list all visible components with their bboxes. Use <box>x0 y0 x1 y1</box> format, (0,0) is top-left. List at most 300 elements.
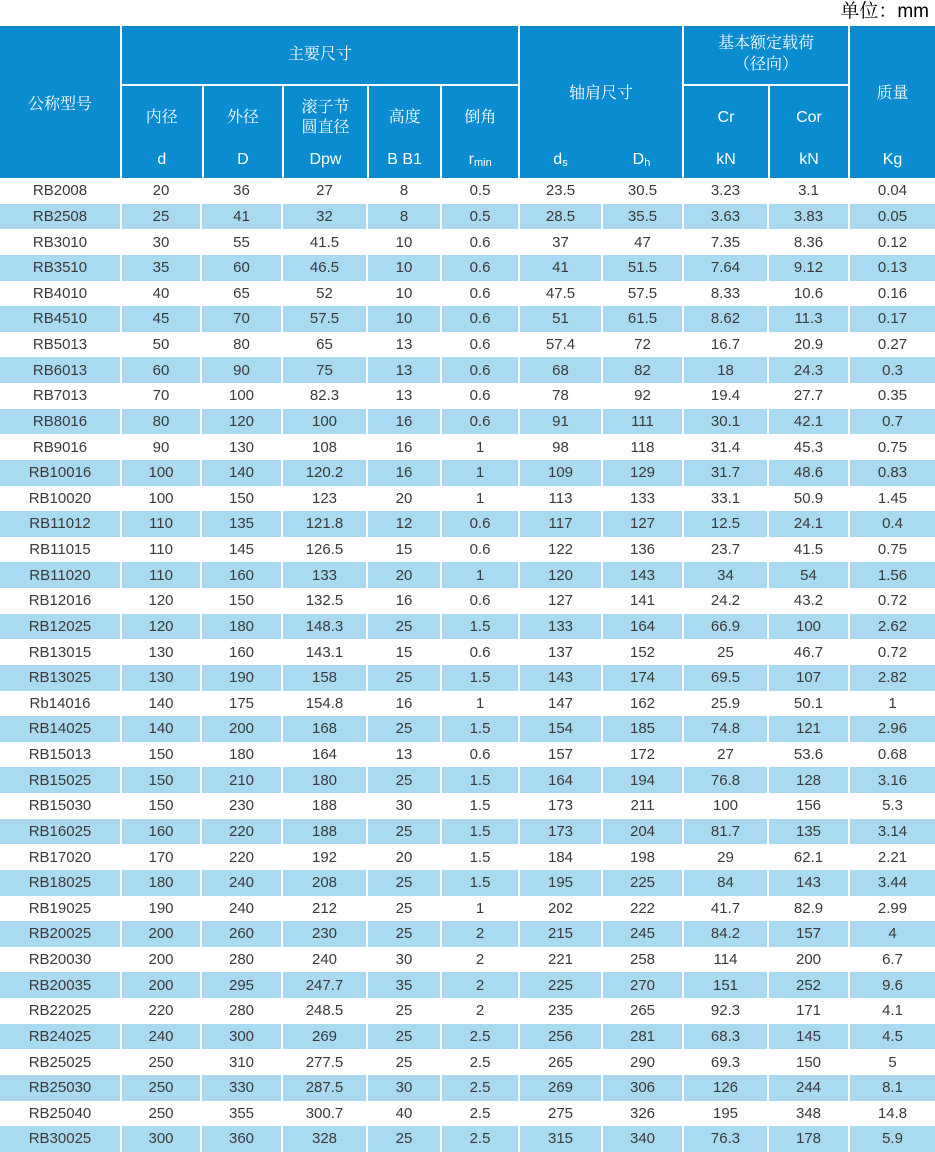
cell-value: 46.7 <box>767 639 848 665</box>
cell-value: 46.5 <box>281 255 366 281</box>
rated-load-subheaders <box>684 86 848 178</box>
cell-value: 40 <box>366 1101 440 1127</box>
cell-value: 25 <box>366 998 440 1024</box>
cell-value: 1.45 <box>848 486 935 512</box>
cell-value: 25 <box>366 921 440 947</box>
cell-value: 244 <box>767 1075 848 1101</box>
cell-value: 152 <box>601 639 682 665</box>
cell-value: 25 <box>366 896 440 922</box>
cell-value: 1.5 <box>440 870 518 896</box>
cell-value: 0.27 <box>848 332 935 358</box>
cell-value: 2 <box>440 921 518 947</box>
cell-value: 340 <box>601 1126 682 1152</box>
cell-value: 113 <box>518 486 601 512</box>
cell-value: 135 <box>767 819 848 845</box>
cell-value: 31.4 <box>682 434 767 460</box>
table-row <box>0 332 935 358</box>
cell-value: 120 <box>200 409 281 435</box>
cell-value: 50.9 <box>767 486 848 512</box>
cell-value: 111 <box>601 409 682 435</box>
cell-value: 72 <box>601 332 682 358</box>
cell-value: 24.1 <box>767 511 848 537</box>
cell-value: 200 <box>120 972 200 998</box>
cell-value: 250 <box>120 1101 200 1127</box>
cell-value: 25 <box>366 1126 440 1152</box>
cell-value: 30.5 <box>601 178 682 204</box>
cell-model: RB20025 <box>28 925 92 943</box>
cell-value: 0.6 <box>440 409 518 435</box>
cell-value: 12 <box>366 511 440 537</box>
cell-value: 90 <box>200 357 281 383</box>
cell-model: RB10016 <box>28 464 92 482</box>
cell-value: 31.7 <box>682 460 767 486</box>
cell-value: 57.5 <box>601 281 682 307</box>
cell-value: 215 <box>518 921 601 947</box>
cell-value: 16 <box>366 409 440 435</box>
cell-value: 250 <box>120 1049 200 1075</box>
cell-value: 348 <box>767 1101 848 1127</box>
col-header-chamfer: 倒角 r $_{min}$ <box>440 86 518 178</box>
cell-value: 330 <box>200 1075 281 1101</box>
col-header-inner-diameter: 内径 d <box>122 86 202 178</box>
cell-value: 220 <box>200 819 281 845</box>
cell-value: 24.2 <box>682 588 767 614</box>
cell-value: 3.14 <box>848 819 935 845</box>
cell-value: 0.4 <box>848 511 935 537</box>
cell-model: RB5013 <box>32 336 88 354</box>
cell-value: 10 <box>366 281 440 307</box>
cell-value: 78 <box>518 383 601 409</box>
cell-value: 126.5 <box>281 537 366 563</box>
cell-value: 68.3 <box>682 1024 767 1050</box>
cell-value: 190 <box>200 665 281 691</box>
cell-value: 1.5 <box>440 716 518 742</box>
cell-model: RB15013 <box>28 746 92 764</box>
cell-value: 252 <box>767 972 848 998</box>
cell-value: 145 <box>200 537 281 563</box>
cell-value: 70 <box>120 383 200 409</box>
cell-value: 120 <box>120 588 200 614</box>
cell-value: 300.7 <box>281 1101 366 1127</box>
cell-value: 30 <box>366 793 440 819</box>
cell-value: 35 <box>366 972 440 998</box>
cell-value: 120 <box>518 562 601 588</box>
group-title-rated-load: 基本额定载荷 （径向） <box>684 26 848 86</box>
cell-value: 240 <box>200 870 281 896</box>
cell-value: 3.23 <box>682 178 767 204</box>
cell-value: 281 <box>601 1024 682 1050</box>
cell-value: 188 <box>281 793 366 819</box>
cell-value: 148.3 <box>281 614 366 640</box>
cell-model: RB2008 <box>32 182 88 200</box>
cell-value: 0.6 <box>440 537 518 563</box>
table-row <box>0 255 935 281</box>
cell-value: 174 <box>601 665 682 691</box>
cell-value: 25 <box>366 716 440 742</box>
shoulder-units <box>520 142 682 178</box>
cell-value: 204 <box>601 819 682 845</box>
cell-value: 98 <box>518 434 601 460</box>
cell-value: 200 <box>120 921 200 947</box>
cell-value: 326 <box>601 1101 682 1127</box>
cell-value: 1.56 <box>848 562 935 588</box>
cell-value: 275 <box>518 1101 601 1127</box>
cell-value: 10.6 <box>767 281 848 307</box>
cell-value: 0.72 <box>848 588 935 614</box>
cell-value: 2.5 <box>440 1049 518 1075</box>
cell-value: 10 <box>366 229 440 255</box>
table-row <box>0 947 935 973</box>
col-group-shoulder-dimensions <box>518 26 682 178</box>
cell-value: 8.62 <box>682 306 767 332</box>
cell-value: 150 <box>200 588 281 614</box>
cell-value: 0.6 <box>440 383 518 409</box>
table-body <box>0 178 935 1152</box>
cell-value: 295 <box>200 972 281 998</box>
cell-value: 10 <box>366 255 440 281</box>
cell-value: 210 <box>200 767 281 793</box>
cell-value: 40 <box>120 281 200 307</box>
table-row <box>0 562 935 588</box>
unit-shoulder-ds: d $_s$ <box>553 151 568 169</box>
cell-value: 120 <box>120 614 200 640</box>
cell-value: 92.3 <box>682 998 767 1024</box>
col-header-model: 公称型号 <box>27 95 92 113</box>
cell-value: 109 <box>518 460 601 486</box>
cell-value: 0.6 <box>440 639 518 665</box>
cell-value: 225 <box>518 972 601 998</box>
cell-value: 84 <box>682 870 767 896</box>
cell-value: 61.5 <box>601 306 682 332</box>
cell-value: 55 <box>200 229 281 255</box>
cell-value: 66.9 <box>682 614 767 640</box>
cell-value: 154 <box>518 716 601 742</box>
table-row <box>0 357 935 383</box>
cell-value: 13 <box>366 357 440 383</box>
cell-value: 114 <box>682 947 767 973</box>
cell-value: 164 <box>281 742 366 768</box>
table-row <box>0 204 935 230</box>
cell-value: 157 <box>767 921 848 947</box>
table-row <box>0 434 935 460</box>
cell-model: RB22025 <box>28 1002 92 1020</box>
cell-value: 68 <box>518 357 601 383</box>
cell-value: 120.2 <box>281 460 366 486</box>
cell-value: 0.6 <box>440 255 518 281</box>
cell-value: 0.13 <box>848 255 935 281</box>
bearing-table <box>0 26 935 1152</box>
table-row <box>0 281 935 307</box>
cell-model: RB3010 <box>32 233 88 251</box>
cell-model: RB11020 <box>29 566 91 584</box>
table-row <box>0 383 935 409</box>
cell-value: 0.75 <box>848 434 935 460</box>
cell-value: 19.4 <box>682 383 767 409</box>
cell-value: 110 <box>120 537 200 563</box>
cell-value: 100 <box>200 383 281 409</box>
cell-value: 126 <box>682 1075 767 1101</box>
cell-value: 225 <box>601 870 682 896</box>
cell-value: 24.3 <box>767 357 848 383</box>
cell-value: 173 <box>518 793 601 819</box>
cell-value: 280 <box>200 947 281 973</box>
cell-value: 16 <box>366 691 440 717</box>
cell-value: 151 <box>682 972 767 998</box>
cell-value: 51.5 <box>601 255 682 281</box>
cell-value: 269 <box>518 1075 601 1101</box>
cell-value: 3.16 <box>848 767 935 793</box>
cell-value: 0.3 <box>848 357 935 383</box>
cell-value: 76.3 <box>682 1126 767 1152</box>
table-row <box>0 742 935 768</box>
cell-value: 235 <box>518 998 601 1024</box>
cell-value: 140 <box>120 716 200 742</box>
cell-value: 69.3 <box>682 1049 767 1075</box>
cell-value: 60 <box>120 357 200 383</box>
cell-value: 208 <box>281 870 366 896</box>
cell-model: RB2508 <box>32 207 88 225</box>
cell-value: 306 <box>601 1075 682 1101</box>
cell-value: 20 <box>366 844 440 870</box>
cell-value: 23.5 <box>518 178 601 204</box>
cell-value: 0.75 <box>848 537 935 563</box>
cell-value: 28.5 <box>518 204 601 230</box>
cell-value: 180 <box>120 870 200 896</box>
cell-value: 35 <box>120 255 200 281</box>
table-row <box>0 1024 935 1050</box>
cell-value: 15 <box>366 639 440 665</box>
cell-value: 360 <box>200 1126 281 1152</box>
cell-model: Rb14016 <box>29 694 91 712</box>
cell-value: 57.4 <box>518 332 601 358</box>
cell-value: 8.33 <box>682 281 767 307</box>
cell-model: RB8016 <box>32 412 88 430</box>
cell-value: 0.16 <box>848 281 935 307</box>
cell-value: 0.5 <box>440 204 518 230</box>
cell-value: 1.5 <box>440 614 518 640</box>
cell-value: 265 <box>601 998 682 1024</box>
cell-value: 37 <box>518 229 601 255</box>
cell-model: RB25040 <box>28 1104 92 1122</box>
cell-model: RB13025 <box>28 669 92 687</box>
cell-value: 1.5 <box>440 819 518 845</box>
cell-value: 20.9 <box>767 332 848 358</box>
cell-value: 27 <box>682 742 767 768</box>
cell-value: 150 <box>767 1049 848 1075</box>
cell-value: 195 <box>518 870 601 896</box>
cell-value: 75 <box>281 357 366 383</box>
cell-value: 140 <box>120 691 200 717</box>
table-row <box>0 460 935 486</box>
cell-value: 10 <box>366 306 440 332</box>
cell-value: 20 <box>366 562 440 588</box>
table-row <box>0 486 935 512</box>
cell-model: RB17020 <box>28 848 92 866</box>
unit-height: B B1 <box>387 151 422 168</box>
cell-value: 25.9 <box>682 691 767 717</box>
cell-value: 1 <box>440 562 518 588</box>
cell-value: 2 <box>440 972 518 998</box>
cell-value: 143 <box>518 665 601 691</box>
cell-value: 80 <box>120 409 200 435</box>
unit-chamfer: r $_{min}$ <box>468 151 492 169</box>
cell-value: 127 <box>601 511 682 537</box>
unit-roller-pitch-diameter: Dpw <box>309 151 342 168</box>
cell-value: 13 <box>366 742 440 768</box>
cell-value: 0.5 <box>440 178 518 204</box>
unit-cr: kN <box>716 151 736 168</box>
cell-value: 13 <box>366 383 440 409</box>
cell-value: 9.6 <box>848 972 935 998</box>
table-row <box>0 691 935 717</box>
cell-value: 65 <box>281 332 366 358</box>
cell-value: 184 <box>518 844 601 870</box>
cell-value: 133 <box>601 486 682 512</box>
cell-value: 1 <box>440 434 518 460</box>
cell-value: 81.7 <box>682 819 767 845</box>
cell-model: RB15025 <box>28 771 92 789</box>
unit-note: 单位：mm <box>840 1 929 22</box>
cell-value: 160 <box>120 819 200 845</box>
cell-value: 0.6 <box>440 742 518 768</box>
cell-value: 130 <box>200 434 281 460</box>
cell-value: 1 <box>440 896 518 922</box>
cell-value: 156 <box>767 793 848 819</box>
cell-value: 3.83 <box>767 204 848 230</box>
cell-value: 290 <box>601 1049 682 1075</box>
table-row <box>0 409 935 435</box>
cell-value: 192 <box>281 844 366 870</box>
table-row <box>0 793 935 819</box>
cell-value: 54 <box>767 562 848 588</box>
cell-model: RB25030 <box>28 1079 92 1097</box>
cell-value: 202 <box>518 896 601 922</box>
cell-value: 132.5 <box>281 588 366 614</box>
cell-value: 57.5 <box>281 306 366 332</box>
table-row <box>0 665 935 691</box>
table-row <box>0 870 935 896</box>
cell-value: 180 <box>200 742 281 768</box>
cell-value: 0.83 <box>848 460 935 486</box>
cell-value: 194 <box>601 767 682 793</box>
cell-value: 180 <box>200 614 281 640</box>
group-title-shoulder: 轴肩尺寸 <box>568 84 633 102</box>
cell-value: 230 <box>281 921 366 947</box>
table-row <box>0 819 935 845</box>
cell-value: 140 <box>200 460 281 486</box>
unit-inner-diameter: d <box>157 151 167 168</box>
cell-value: 171 <box>767 998 848 1024</box>
cell-value: 175 <box>200 691 281 717</box>
cell-value: 2.82 <box>848 665 935 691</box>
cell-value: 51 <box>518 306 601 332</box>
cell-value: 25 <box>366 767 440 793</box>
cell-value: 25 <box>366 819 440 845</box>
table-row <box>0 972 935 998</box>
cell-value: 270 <box>601 972 682 998</box>
cell-value: 23.7 <box>682 537 767 563</box>
cell-value: 1.5 <box>440 665 518 691</box>
cell-model: RB12025 <box>28 617 92 635</box>
cell-value: 200 <box>120 947 200 973</box>
cell-value: 92 <box>601 383 682 409</box>
col-group-main-dimensions <box>120 26 518 178</box>
cell-value: 27.7 <box>767 383 848 409</box>
cell-value: 133 <box>281 562 366 588</box>
cell-value: 162 <box>601 691 682 717</box>
cell-value: 1 <box>440 486 518 512</box>
table-row <box>0 844 935 870</box>
cell-value: 12.5 <box>682 511 767 537</box>
cell-value: 178 <box>767 1126 848 1152</box>
cell-value: 248.5 <box>281 998 366 1024</box>
cell-value: 240 <box>200 896 281 922</box>
cell-value: 117 <box>518 511 601 537</box>
cell-value: 164 <box>601 614 682 640</box>
col-group-rated-load <box>682 26 848 178</box>
cell-model: RB15030 <box>28 797 92 815</box>
cell-value: 34 <box>682 562 767 588</box>
cell-value: 30 <box>366 1075 440 1101</box>
cell-model: RB12016 <box>28 592 92 610</box>
cell-value: 220 <box>120 998 200 1024</box>
cell-value: 200 <box>200 716 281 742</box>
table-row <box>0 614 935 640</box>
cell-model: RB3510 <box>32 259 88 277</box>
cell-model: RB4510 <box>32 310 88 328</box>
table-row <box>0 639 935 665</box>
cell-model: RB11012 <box>29 515 91 533</box>
cell-value: 0.6 <box>440 332 518 358</box>
table-row <box>0 306 935 332</box>
cell-value: 0.68 <box>848 742 935 768</box>
cell-value: 173 <box>518 819 601 845</box>
cell-value: 328 <box>281 1126 366 1152</box>
cell-value: 16 <box>366 588 440 614</box>
cell-value: 0.6 <box>440 306 518 332</box>
unit-outer-diameter: D <box>237 151 249 168</box>
cell-value: 198 <box>601 844 682 870</box>
cell-value: 8 <box>366 178 440 204</box>
cell-value: 2.96 <box>848 716 935 742</box>
cell-value: 2.5 <box>440 1075 518 1101</box>
cell-value: 129 <box>601 460 682 486</box>
cell-value: 220 <box>200 844 281 870</box>
cell-value: 100 <box>120 460 200 486</box>
cell-value: 82.3 <box>281 383 366 409</box>
cell-value: 300 <box>120 1126 200 1152</box>
table-row <box>0 767 935 793</box>
cell-value: 13 <box>366 332 440 358</box>
cell-value: 164 <box>518 767 601 793</box>
table-row <box>0 588 935 614</box>
cell-value: 1.5 <box>440 793 518 819</box>
cell-value: 122 <box>518 537 601 563</box>
cell-value: 18 <box>682 357 767 383</box>
cell-value: 82.9 <box>767 896 848 922</box>
table-row <box>0 998 935 1024</box>
cell-value: 33.1 <box>682 486 767 512</box>
cell-value: 2 <box>440 998 518 1024</box>
cell-value: 250 <box>120 1075 200 1101</box>
cell-model: RB9016 <box>32 438 88 456</box>
cell-value: 150 <box>120 767 200 793</box>
cell-value: 0.04 <box>848 178 935 204</box>
cell-value: 84.2 <box>682 921 767 947</box>
cell-value: 141 <box>601 588 682 614</box>
cell-value: 310 <box>200 1049 281 1075</box>
table-row <box>0 921 935 947</box>
